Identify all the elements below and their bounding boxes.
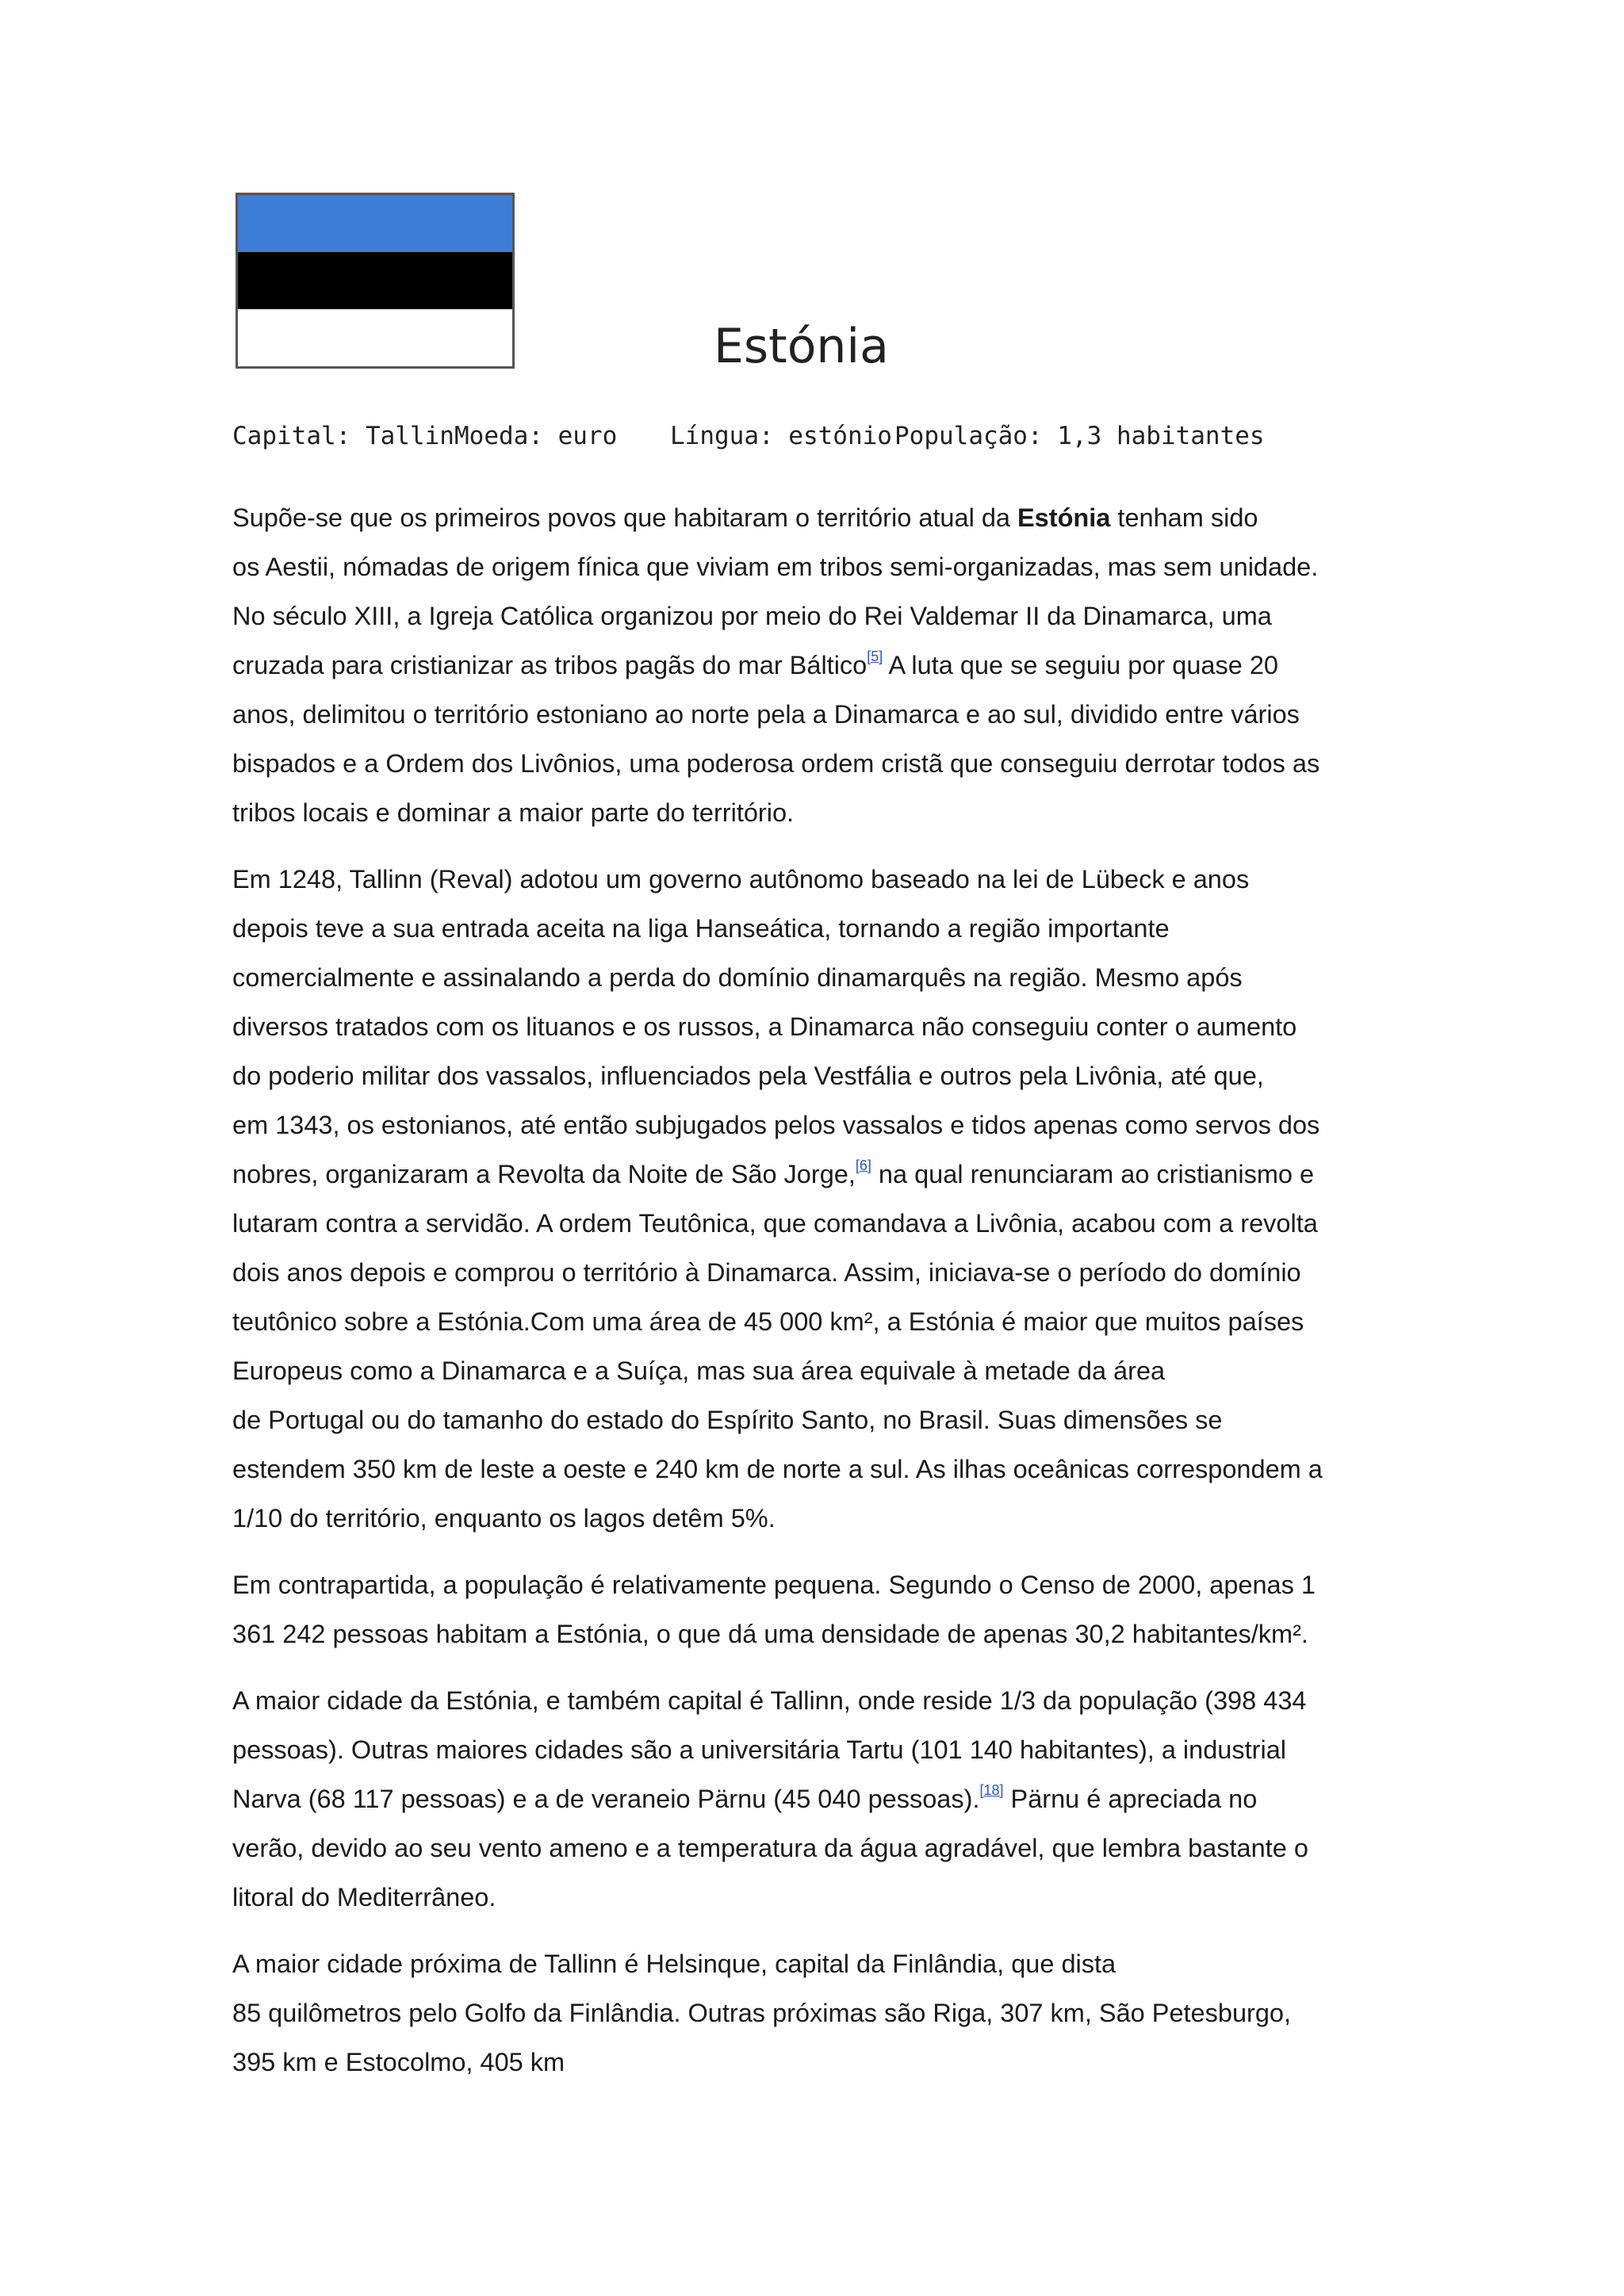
text-span: A luta que se seguiu por quase 20 <box>883 651 1278 679</box>
reference-link-5[interactable]: [5] <box>867 649 883 664</box>
text-line: os Aestii, nómadas de origem fínica que viviam em tribos semi-organizadas, mas sem unidade. <box>232 553 1319 581</box>
paragraph-population <box>232 1560 1398 1659</box>
text-span: na qual renunciaram ao cristianismo e <box>871 1160 1315 1188</box>
text-line: anos, delimitou o território estoniano ao norte pela a Dinamarca e ao sul, dividido entre vários <box>232 700 1300 729</box>
text-line <box>232 493 1398 542</box>
paragraph-distances <box>232 1939 1398 2087</box>
text-line <box>232 1150 1398 1199</box>
text-line: estendem 350 km de leste a oeste e 240 km de norte a sul. As ilhas oceânicas correspondem a <box>232 1455 1323 1483</box>
text-span: cruzada para cristianizar as tribos pagãs do mar Báltico <box>232 651 868 679</box>
text-line: teutônico sobre a Estónia.Com uma área de 45 000 km², a Estónia é maior que muitos países <box>232 1307 1304 1336</box>
text-span: nobres, organizaram a Revolta da Noite de São Jorge, <box>232 1160 856 1188</box>
text-line: dois anos depois e comprou o território à Dinamarca. Assim, iniciava-se o período do domínio <box>232 1258 1301 1287</box>
text-span: Pärnu é apreciada no <box>1003 1785 1258 1813</box>
text-line: pessoas). Outras maiores cidades são a universitária Tartu (101 140 habitantes), a industrial <box>232 1735 1286 1764</box>
page-title: Estónia <box>714 319 889 374</box>
text-line: litoral do Mediterrâneo. <box>232 1883 496 1911</box>
text-line: verão, devido ao seu vento ameno e a temperatura da água agradável, que lembra bastante o <box>232 1834 1308 1862</box>
article-body <box>232 493 1398 2104</box>
flag-stripe-black <box>238 252 512 309</box>
fact-population: População: 1,3 habitantes <box>894 422 1265 450</box>
text-line: tribos locais e dominar a maior parte do território. <box>232 798 795 827</box>
text-line <box>232 641 1398 690</box>
text-line: 1/10 do território, enquanto os lagos detêm 5%. <box>232 1504 776 1533</box>
text-line: bispados e a Ordem dos Livônios, uma poderosa ordem cristã que conseguiu derrotar todos as <box>232 749 1320 778</box>
text-line: 85 quilômetros pelo Golfo da Finlândia. Outras próximas são Riga, 307 km, São Petesburgo, <box>232 1999 1292 2027</box>
text-line: em 1343, os estonianos, até então subjugados pelos vassalos e tidos apenas como servos dos <box>232 1111 1320 1139</box>
fact-capital: Capital: Tallin <box>232 422 454 450</box>
text-line: A maior cidade próxima de Tallinn é Helsinque, capital da Finlândia, que dista <box>232 1950 1116 1978</box>
fact-language: Língua: estónio <box>670 422 892 450</box>
text-line: Em 1248, Tallinn (Reval) adotou um governo autônomo baseado na lei de Lübeck e anos <box>232 865 1250 894</box>
text-line: No século XIII, a Igreja Católica organizou por meio do Rei Valdemar II da Dinamarca, uma <box>232 602 1272 630</box>
fact-currency: Moeda: euro <box>454 422 618 450</box>
facts-row <box>232 422 1265 450</box>
text-line: 361 242 pessoas habitam a Estónia, o que dá uma densidade de apenas 30,2 habitantes/km². <box>232 1620 1308 1648</box>
text-line: A maior cidade da Estónia, e também capital é Tallinn, onde reside 1/3 da população (398 434 <box>232 1686 1307 1715</box>
reference-link-6[interactable]: [6] <box>855 1158 871 1173</box>
paragraph-history <box>232 493 1398 837</box>
estonia-flag <box>236 193 515 369</box>
text-line: lutaram contra a servidão. A ordem Teutônica, que comandava a Livônia, acabou com a revolta <box>232 1209 1318 1238</box>
text-line: do poderio militar dos vassalos, influenciados pela Vestfália e outros pela Livônia, até que, <box>232 1062 1264 1090</box>
text-span: Supõe-se que os primeiros povos que habitaram o território atual da <box>232 503 1017 532</box>
paragraph-cities <box>232 1676 1398 1922</box>
text-span: tenham sido <box>1110 503 1258 532</box>
text-line: depois teve a sua entrada aceita na liga Hanseática, tornando a região importante <box>232 914 1170 943</box>
text-line: Em contrapartida, a população é relativamente pequena. Segundo o Censo de 2000, apenas 1 <box>232 1571 1316 1599</box>
text-line: diversos tratados com os lituanos e os russos, a Dinamarca não conseguiu conter o aumento <box>232 1012 1297 1041</box>
text-line: de Portugal ou do tamanho do estado do Espírito Santo, no Brasil. Suas dimensões se <box>232 1406 1223 1434</box>
bold-term: Estónia <box>1017 503 1111 532</box>
text-line: comercialmente e assinalando a perda do domínio dinamarquês na região. Mesmo após <box>232 963 1243 992</box>
text-line: Europeus como a Dinamarca e a Suíça, mas sua área equivale à metade da área <box>232 1357 1166 1385</box>
paragraph-tallinn-history <box>232 855 1398 1543</box>
text-span: Narva (68 117 pessoas) e a de veraneio Pärnu (45 040 pessoas). <box>232 1785 980 1813</box>
flag-stripe-white <box>238 309 512 366</box>
text-line: 395 km e Estocolmo, 405 km <box>232 2048 565 2076</box>
text-line <box>232 1774 1398 1823</box>
flag-stripe-blue <box>238 195 512 252</box>
reference-link-18[interactable]: [18] <box>979 1782 1004 1798</box>
